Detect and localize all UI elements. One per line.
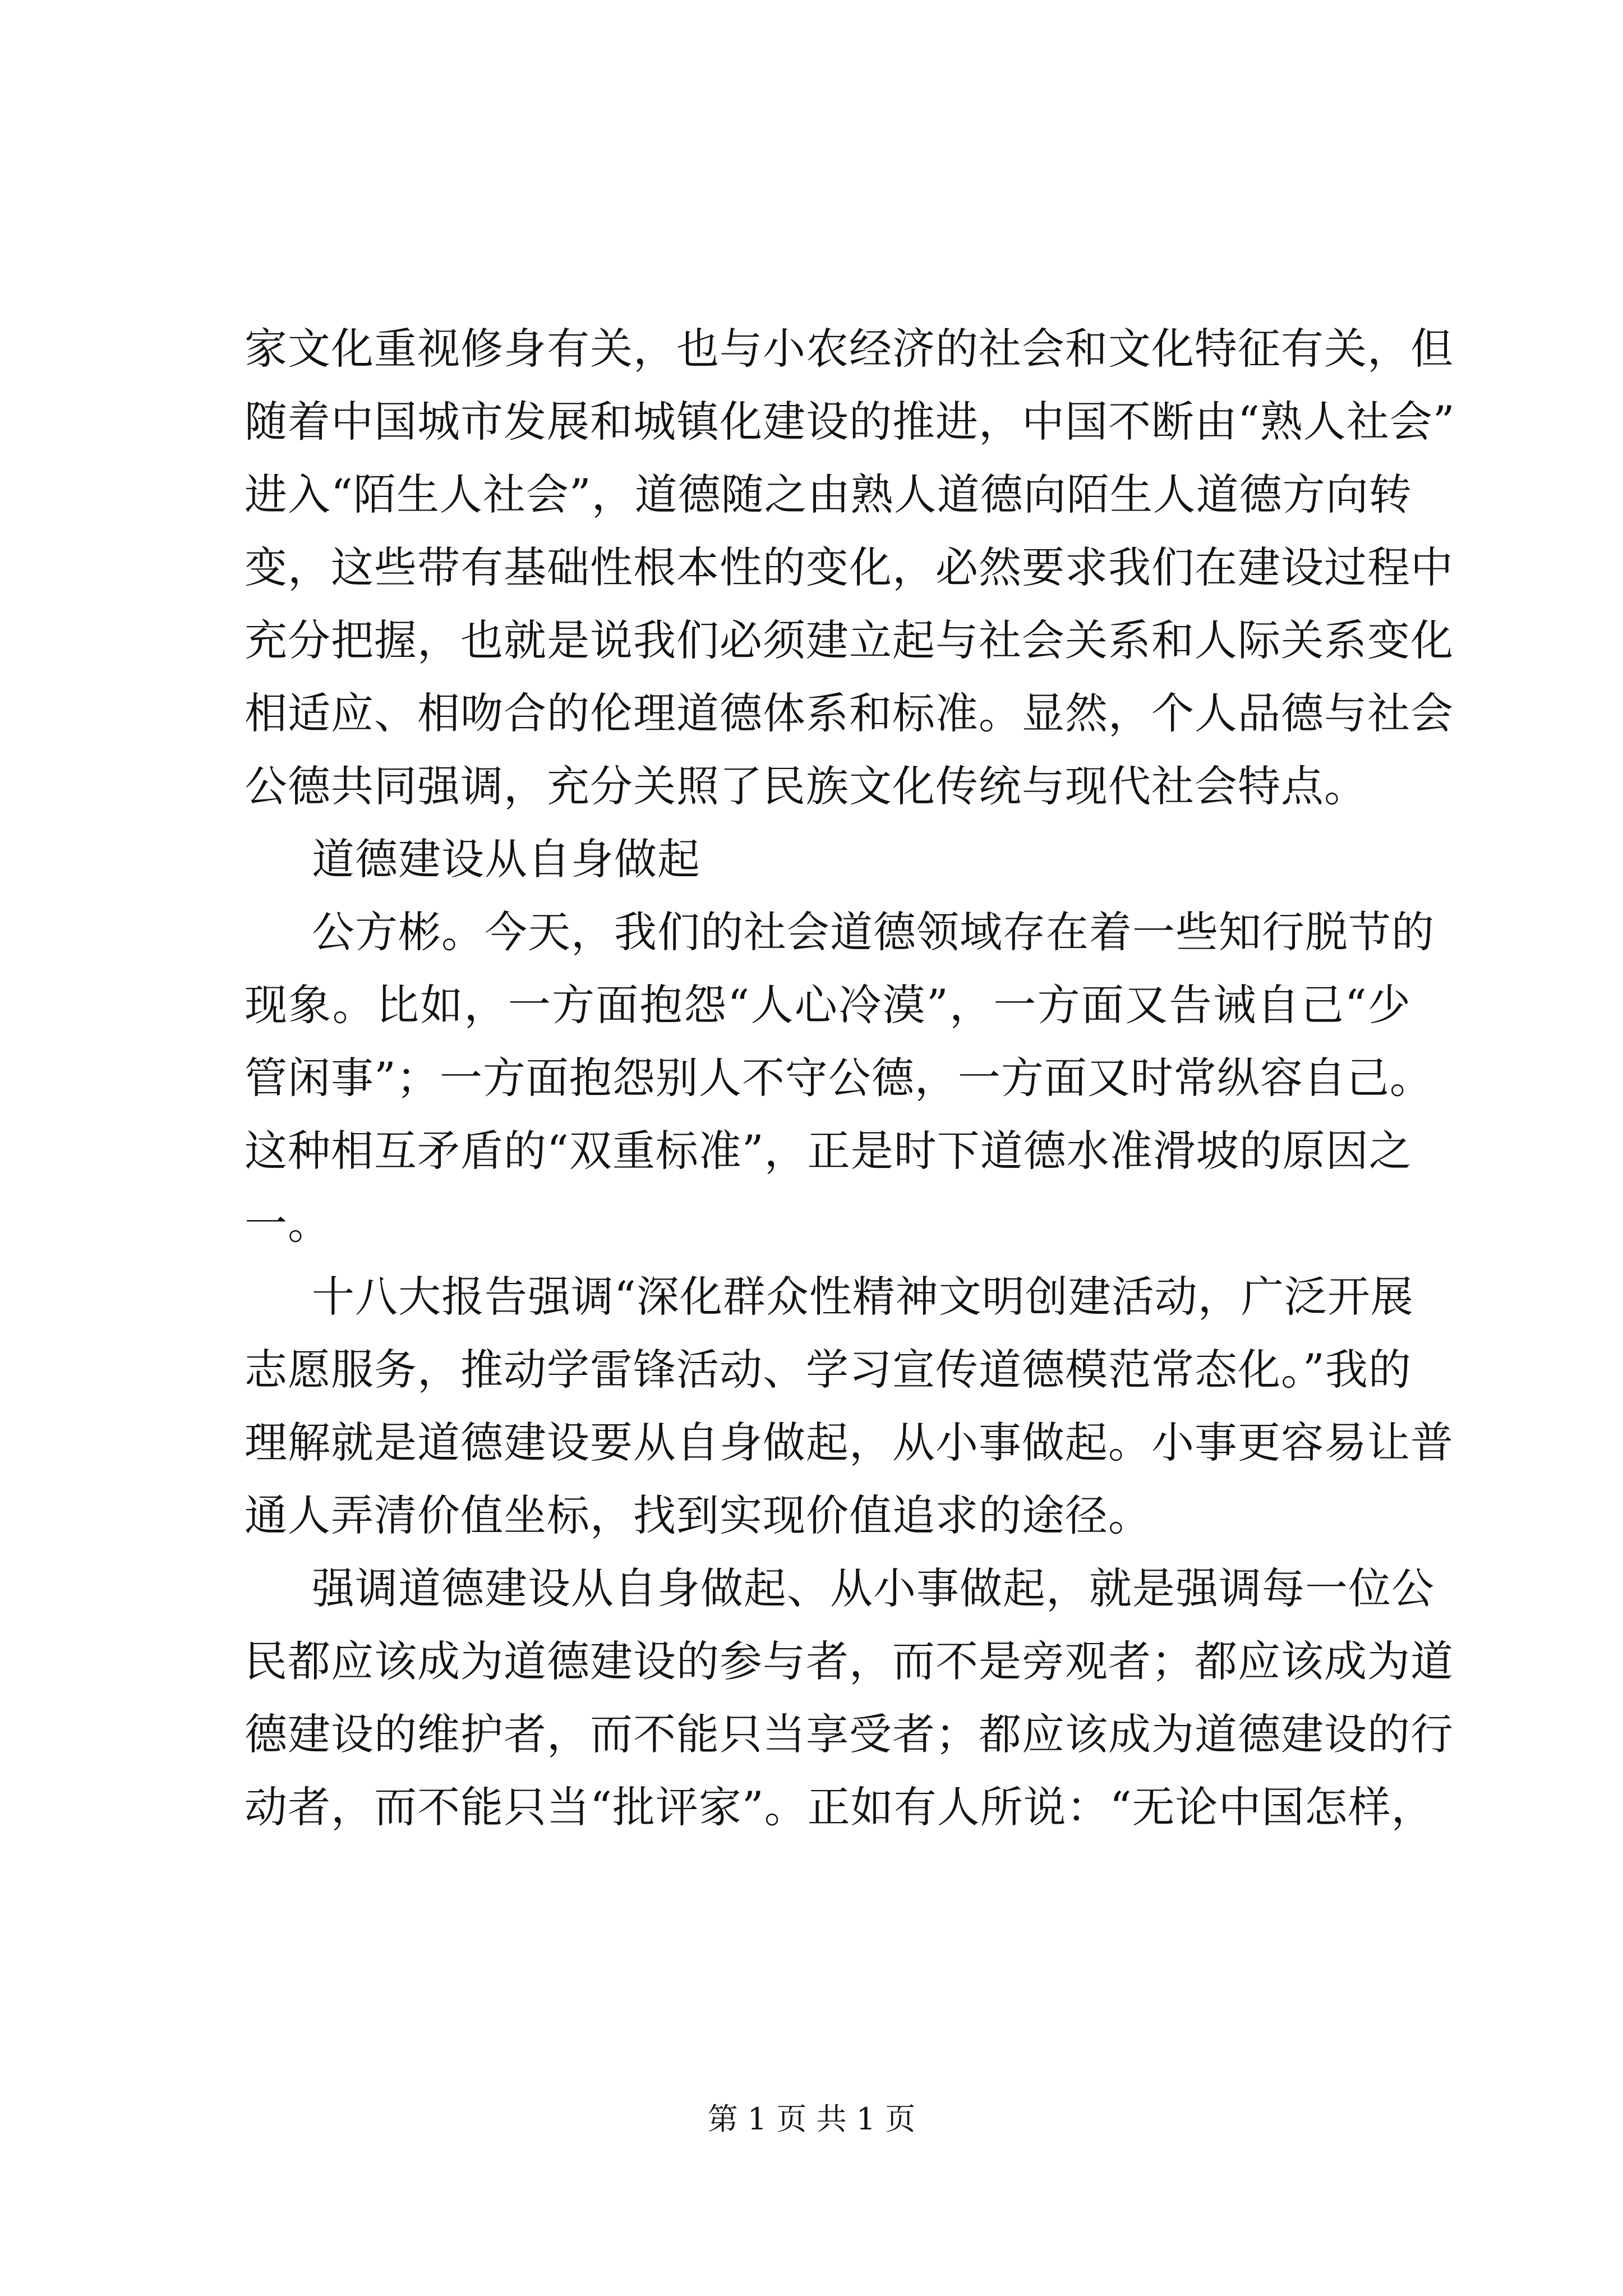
text-line: 通人弄清价值坐标，找到实现价值追求的途径。 (245, 1490, 1151, 1540)
text-line: 一。 (245, 1199, 331, 1249)
text-line: 公方彬。今天，我们的社会道德领域存在着一些知行脱节的 (312, 907, 1435, 957)
text-line: 志愿服务，推动学雷锋活动、学习宣传道德模范常态化。”我的 (245, 1345, 1412, 1395)
text-line: 强调道德建设从自身做起、从小事做起，就是强调每一位公 (312, 1563, 1435, 1613)
text-line: 这种相互矛盾的“双重标准”，正是时下道德水准滑坡的原因之 (245, 1126, 1412, 1176)
text-line: 十八大报告强调“深化群众性精神文明创建活动，广泛开展 (312, 1272, 1414, 1322)
text-line: 管闲事”；一方面抱怨别人不守公德，一方面又时常纵容自己。 (245, 1053, 1433, 1103)
page-footer: 第 1 页 共 1 页 (707, 2101, 916, 2137)
text-line: 动者，而不能只当“批评家”。正如有人所说：“无论中国怎样， (245, 1782, 1435, 1832)
text-line: 现象。比如，一方面抱怨“人心冷漠”，一方面又告诫自己“少 (245, 980, 1411, 1030)
text-line: 民都应该成为道德建设的参与者，而不是旁观者；都应该成为道 (245, 1636, 1454, 1686)
text-line: 相适应、相吻合的伦理道德体系和标准。显然，个人品德与社会 (245, 688, 1454, 738)
section-heading: 道德建设从自身做起 (312, 834, 700, 884)
text-line: 变，这些带有基础性根本性的变化，必然要求我们在建设过程中 (245, 542, 1454, 592)
text-line: 理解就是道德建设要从自身做起，从小事做起。小事更容易让普 (245, 1418, 1454, 1467)
text-line: 家文化重视修身有关，也与小农经济的社会和文化特征有关，但 (245, 324, 1454, 374)
text-line: 德建设的维护者，而不能只当享受者；都应该成为道德建设的行 (245, 1709, 1454, 1759)
text-line: 公德共同强调，充分关照了民族文化传统与现代社会特点。 (245, 761, 1367, 811)
text-line: 随着中国城市发展和城镇化建设的推进，中国不断由“熟人社会” (245, 397, 1455, 447)
text-line: 进入“陌生人社会”，道德随之由熟人道德向陌生人道德方向转 (245, 470, 1412, 519)
text-line: 充分把握，也就是说我们必须建立起与社会关系和人际关系变化 (245, 615, 1454, 665)
